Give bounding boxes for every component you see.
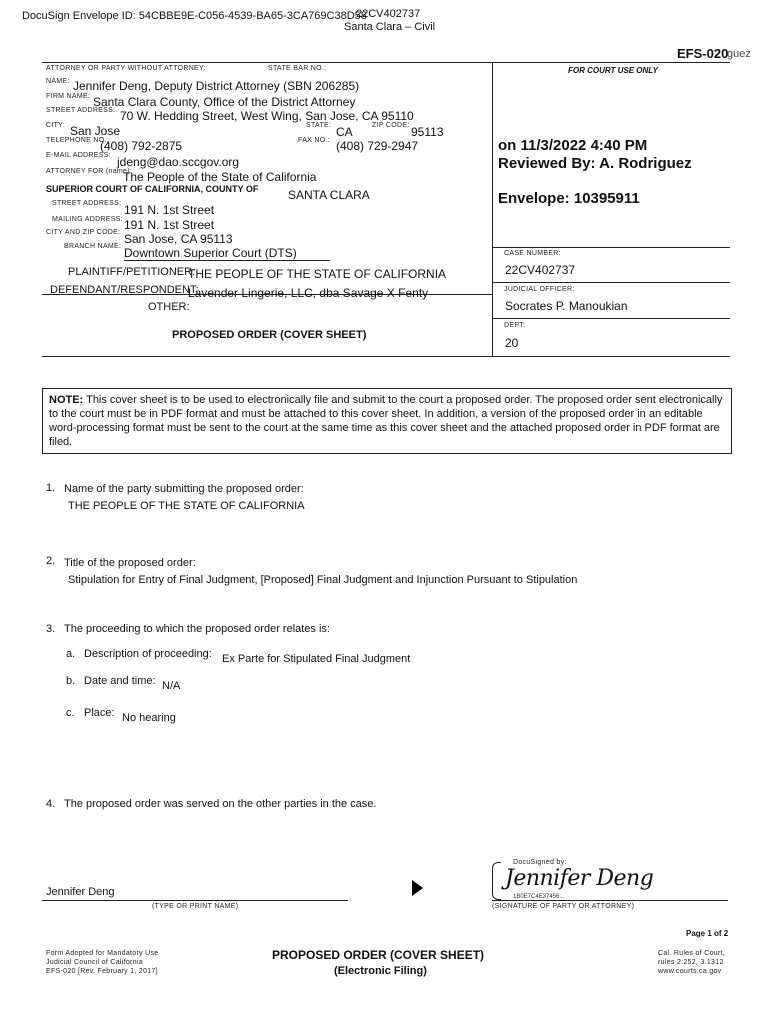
attorney-name: Jennifer Deng, Deputy District Attorney (SBN 206285) <box>73 79 360 93</box>
court-county: SANTA CLARA <box>288 188 370 202</box>
footer-subtitle: (Electronic Filing) <box>334 965 427 977</box>
item3-label: The proceeding to which the proposed order relates is: <box>64 623 330 635</box>
signer-id: 1B0E7C4E37456... <box>513 894 565 900</box>
label-attorney: ATTORNEY OR PARTY WITHOUT ATTORNEY: <box>46 65 206 72</box>
label-zip: ZIP CODE: <box>372 122 410 129</box>
item3b-label: Date and time: <box>84 675 156 687</box>
attorney-city: San Jose <box>70 124 121 138</box>
label-phone: TELEPHONE NO.: <box>46 137 109 144</box>
footer-right-3: www.courts.ca.gov <box>658 968 722 975</box>
item3-number: 3. <box>46 623 56 635</box>
label-case-number: CASE NUMBER: <box>504 250 561 257</box>
item3a-value: Ex Parte for Stipulated Final Judgment <box>222 653 411 665</box>
item3c-letter: c. <box>66 707 75 719</box>
firm-name: Santa Clara County, Office of the District Attorney <box>93 95 356 109</box>
label-other: OTHER: <box>148 301 190 313</box>
attorney-email: jdeng@dao.sccgov.org <box>117 155 240 169</box>
attorney-phone: (408) 792-2875 <box>100 139 183 153</box>
label-firm: FIRM NAME: <box>46 93 91 100</box>
court-city-zip: San Jose, CA 95113 <box>124 232 233 246</box>
label-court-street: STREET ADDRESS: <box>52 200 122 207</box>
attorney-street: 70 W. Hedding Street, West Wing, San Jose, CA 95110 <box>120 109 414 123</box>
attorney-state: CA <box>336 125 353 139</box>
court-mailing: 191 N. 1st Street <box>124 218 215 232</box>
item3b-letter: b. <box>66 675 76 687</box>
footer-title: PROPOSED ORDER (COVER SHEET) <box>272 948 485 962</box>
attorney-fax: (408) 729-2947 <box>336 139 419 153</box>
court-use-label: FOR COURT USE ONLY <box>568 66 658 75</box>
footer-left-1: Form Adopted for Mandatory Use <box>46 950 159 957</box>
signature-script: Jennifer Deng <box>505 866 654 891</box>
doc-title: PROPOSED ORDER (COVER SHEET) <box>172 329 367 341</box>
type-print-name-label: (TYPE OR PRINT NAME) <box>152 903 239 910</box>
label-branch: BRANCH NAME: <box>64 243 122 250</box>
form-number: EFS-020 <box>677 46 729 61</box>
arrow-icon <box>412 880 423 896</box>
footer-right-2: rules 2.252, 3.1312 <box>658 959 724 966</box>
label-email: E-MAIL ADDRESS: <box>46 152 111 159</box>
defendant-value: Lavender Lingerie, LLC, dba Savage X Fenty <box>188 286 429 300</box>
item3b-value: N/A <box>162 680 181 692</box>
label-state-bar: STATE BAR NO.: <box>268 65 327 72</box>
item2-value: Stipulation for Entry of Final Judgment, [Proposed] Final Judgment and Injunction Pursuant to Stipulation <box>68 574 578 586</box>
label-fax: FAX NO.: <box>298 137 330 144</box>
reviewed-line: Reviewed By: A. Rodriguez <box>498 155 692 172</box>
envelope-line: Envelope: 10395911 <box>498 190 640 207</box>
envelope-id: DocuSign Envelope ID: 54CBBE9E-C056-4539-BA65-3CA769C38D58 <box>22 10 367 22</box>
item3a-letter: a. <box>66 648 76 660</box>
note-label: NOTE: <box>49 394 84 406</box>
page-number: Page 1 of 2 <box>686 929 729 938</box>
judicial-officer: Socrates P. Manoukian <box>505 299 628 313</box>
note-text: This cover sheet is to be used to electronically file and submit to the court a proposed order. The proposed order sent electronically to the court must be in PDF format and must be attached to this cover sheet. In addition, a version of the proposed order in an editable word-processing format must be sent to the court at the same time as this cover sheet and the attached proposed order in PDF format are filed. <box>49 394 723 448</box>
attorney-for: The People of the State of California <box>123 170 317 184</box>
court-branch: Downtown Superior Court (DTS) <box>124 246 297 260</box>
item3c-label: Place: <box>84 707 115 719</box>
label-judicial-officer: JUDICIAL OFFICER: <box>504 286 575 293</box>
dept: 20 <box>505 336 519 350</box>
label-street: STREET ADDRESS: <box>46 107 116 114</box>
footer-right-1: Cal. Rules of Court, <box>658 950 726 957</box>
label-court-mailing: MAILING ADDRESS: <box>52 216 123 223</box>
docusign-bracket <box>492 862 501 900</box>
label-attorney-for: ATTORNEY FOR (name): <box>46 168 133 175</box>
footer-left-2: Judicial Council of California <box>46 959 143 966</box>
plaintiff-value: THE PEOPLE OF THE STATE OF CALIFORNIA <box>188 267 447 281</box>
footer-left-3: EFS-020 [Rev. February 1, 2017] <box>46 968 158 975</box>
label-name: NAME: <box>46 78 70 85</box>
item1-value: THE PEOPLE OF THE STATE OF CALIFORNIA <box>68 500 305 512</box>
filed-line: on 11/3/2022 4:40 PM <box>498 137 648 154</box>
court-street: 191 N. 1st Street <box>124 203 215 217</box>
item3a-label: Description of proceeding: <box>84 648 212 660</box>
label-city: CITY: <box>46 122 66 129</box>
case-number: 22CV402737 <box>505 263 576 277</box>
form-number-overlap: guez <box>727 48 751 60</box>
label-court-city-zip: CITY AND ZIP CODE: <box>46 229 121 236</box>
court-division: Santa Clara – Civil <box>344 21 436 33</box>
item4-label: The proposed order was served on the other parties in the case. <box>64 798 377 810</box>
item1-number: 1. <box>46 482 56 494</box>
label-defendant: DEFENDANT/RESPONDENT: <box>50 284 199 296</box>
label-plaintiff: PLAINTIFF/PETITIONER: <box>68 266 196 278</box>
signature-label: (SIGNATURE OF PARTY OR ATTORNEY) <box>492 903 635 910</box>
item2-number: 2. <box>46 555 56 567</box>
item4-number: 4. <box>46 798 56 810</box>
note-box <box>42 388 732 454</box>
item1-label: Name of the party submitting the proposed order: <box>64 483 304 495</box>
typed-name: Jennifer Deng <box>46 886 115 898</box>
docusigned-by-label: DocuSigned by: <box>513 859 567 866</box>
label-court: SUPERIOR COURT OF CALIFORNIA, COUNTY OF <box>46 184 259 194</box>
item3c-value: No hearing <box>122 712 176 724</box>
attorney-zip: 95113 <box>411 125 444 139</box>
label-state: STATE: <box>306 122 332 129</box>
label-dept: DEPT: <box>504 322 526 329</box>
header-case-number: 22CV402737 <box>356 8 421 20</box>
item2-label: Title of the proposed order: <box>64 557 196 569</box>
